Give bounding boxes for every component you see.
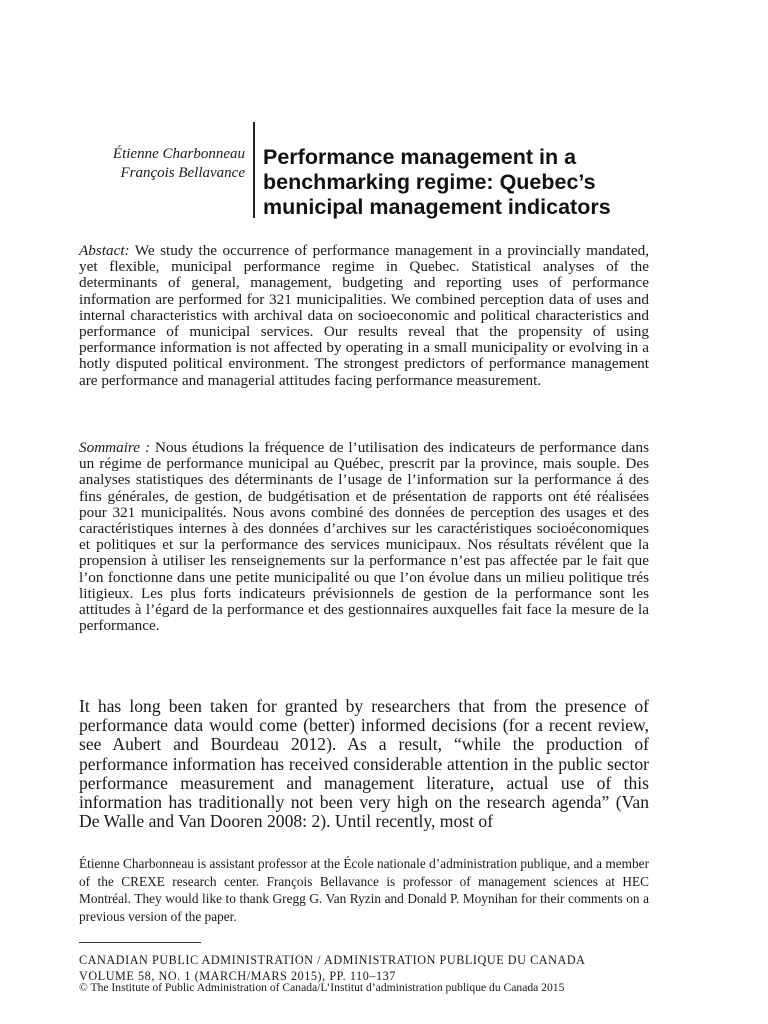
author-name: Étienne Charbonneau <box>112 146 245 162</box>
sommaire-text: Nous étudions la fréquence de l’utilisation des indicateurs de performance dans un régime de performance municipal au Québec, prescrit par la province, mais souple. Des analyses statistiques des déterminants de l’usage de l’information sur la performance á des fins générales, de gestion, de budgétisation et de présentation de rapports ont été réalisées pour 321 municipalités. Nous avons combiné des données de perception des usages et des caractéristiques internes à des données d’archives sur les caractéristiques socioéconomiques et politiques et sur la performance des services municipaux. Nos résultats révélent que la propension à utiliser les renseignements sur la performance n’est pas affectée par le fait que l’on fonctionne dans une petite municipalité ou que l’on évolue dans un milieu politique trés litigieux. Les plus forts indicateurs prévisionnels de gestion de la performance sont les attitudes à l’égard de la performance et des gestionnaires auxquelles fait face la mesure de la performance. <box>79 439 649 635</box>
title-line: Performance management in a <box>263 145 577 169</box>
title-divider <box>253 122 255 218</box>
title-line: benchmarking regime: Quebec’s <box>263 170 596 194</box>
author-list <box>60 145 245 183</box>
abstract-text: We study the occurrence of performance management in a provincially mandated, yet flexible, municipal performance regime in Quebec. Statistical analyses of the determinants of general, management, budgeting and reporting uses of performance information are performed for 321 municipalities. We combined perception data of uses and internal characteristics with archival data on socioeconomic and political characteristics and performance of municipal services. Our results reveal that the propensity of using performance information is not affected by operating in a small municipality or evolving in a hotly disputed political environment. The strongest predictors of performance management are performance and managerial attitudes facing performance measurement. <box>79 242 649 389</box>
abstract <box>79 243 649 389</box>
journal-info <box>79 952 679 984</box>
journal-volume: VOLUME 58, NO. 1 (MARCH/MARS 2015), PP. 110–137 <box>79 969 396 983</box>
sommaire-label: Sommaire : <box>79 439 151 456</box>
author-footnote: Étienne Charbonneau is assistant professor at the École nationale d’administration publique, and a member of the CREXE research center. François Bellavance is professor of management sciences at HEC Montréal. They would like to thank Gregg G. Van Ryzin and Donald P. Moynihan for their comments on a previous version of the paper. <box>79 856 649 924</box>
copyright-notice: © The Institute of Public Administration of Canada/L’Institut d’administration publique du Canada 2015 <box>79 981 565 994</box>
article-title <box>263 145 703 220</box>
abstract-label: Abstact: <box>79 242 130 259</box>
journal-name: CANADIAN PUBLIC ADMINISTRATION / ADMINISTRATION PUBLIQUE DU CANADA <box>79 953 586 967</box>
author-name: François Bellavance <box>120 165 245 181</box>
sommaire <box>79 440 649 634</box>
footer-rule <box>79 942 201 943</box>
body-paragraph: It has long been taken for granted by researchers that from the presence of performance data would come (better) informed decisions (for a recent review, see Aubert and Bourdeau 2012). As a result, “while the production of performance information has received considerable attention in the public sector performance measurement and management literature, actual use of this information has traditionally not been very high on the research agenda” (Van De Walle and Van Dooren 2008: 2). Until recently, most of <box>79 696 649 832</box>
title-line: municipal management indicators <box>263 195 611 219</box>
